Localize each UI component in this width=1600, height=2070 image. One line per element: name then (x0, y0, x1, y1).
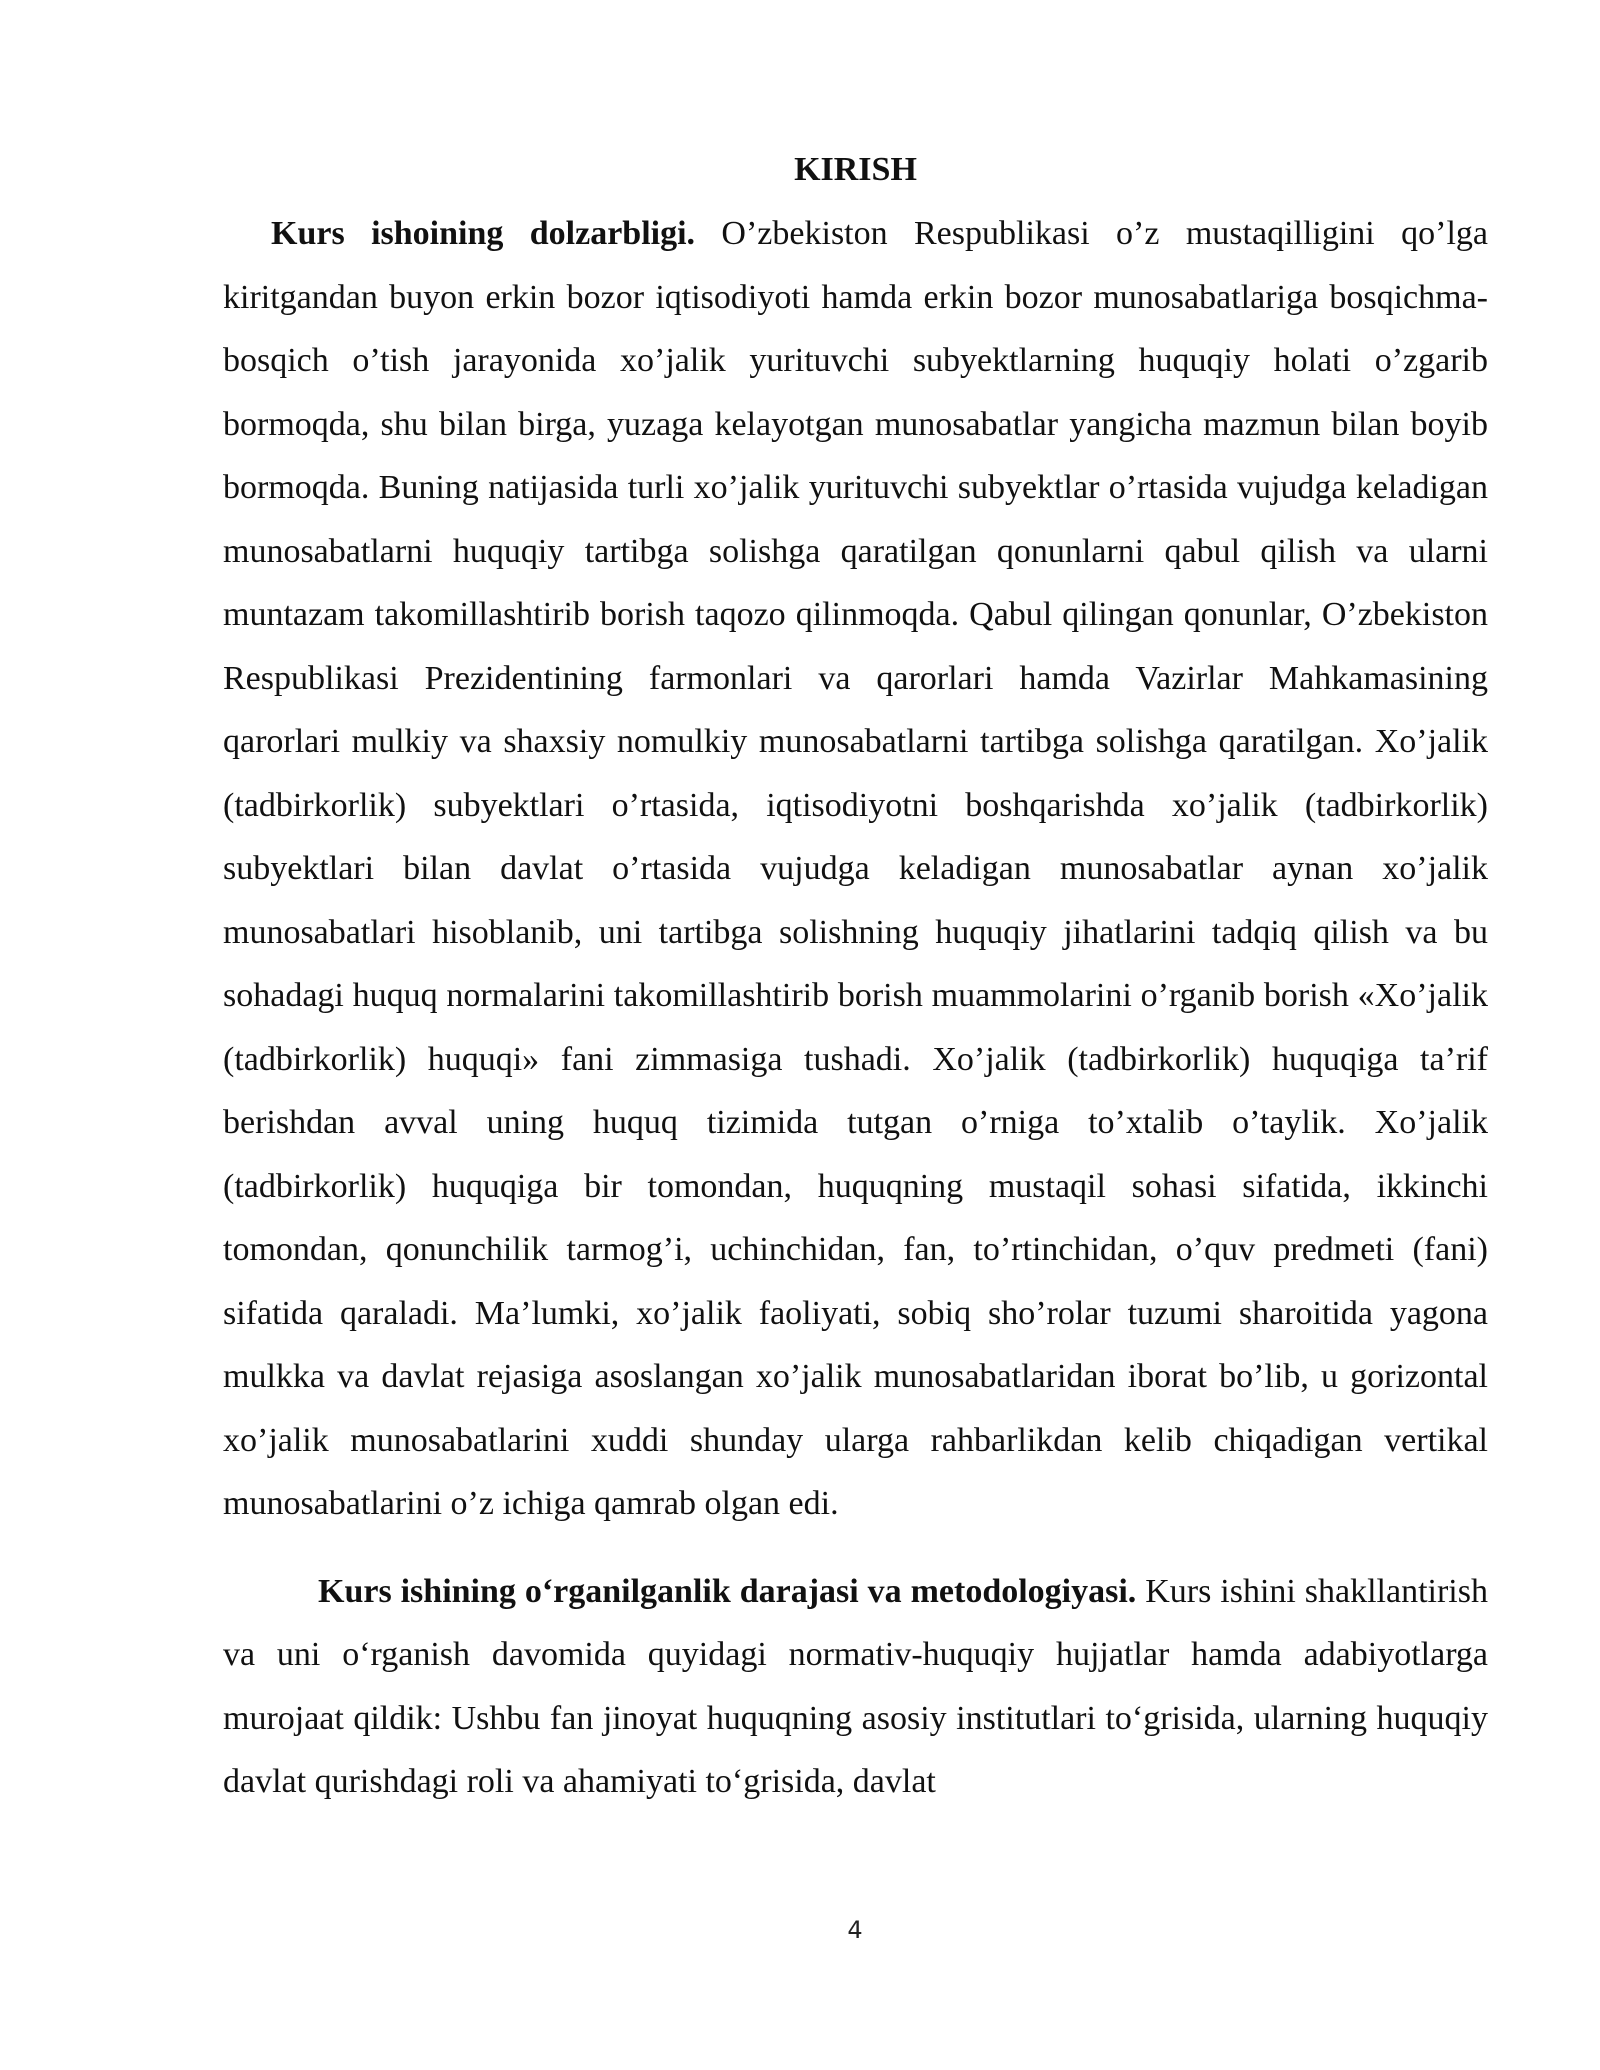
page-title: KIRISH (794, 151, 917, 188)
page-content (223, 150, 1488, 1814)
paragraph-lead: Kurs ishining o‘rganilganlik darajasi va metodologiyasi. (318, 1572, 1137, 1610)
page-number: 4 (847, 1916, 863, 1944)
paragraph-body: O’zbekiston Respublikasi o’z mustaqilligini qo’lga kiritgandan buyon erkin bozor iqtisodiyoti hamda erkin bozor munosabatlariga bosqichma-bosqich o’tish jarayonida xo’jalik yurituvchi subyektlarning huquqiy holati o’zgarib bormoqda, shu bilan birga, yuzaga kelayotgan munosabatlar yangicha mazmun bilan boyib bormoqda. Buning natijasida turli xo’jalik yurituvchi subyektlar o’rtasida vujudga keladigan munosabatlarni huquqiy tartibga solishga qaratilgan qonunlarni qabul qilish va ularni muntazam takomillashtirib borish taqozo qilinmoqda. Qabul qilingan qonunlar, O’zbekiston Respublikasi Prezidentining farmonlari va qarorlari hamda Vazirlar Mahkamasining qarorlari mulkiy va shaxsiy nomulkiy munosabatlarni tartibga solishga qaratilgan. Xo’jalik (tadbirkorlik) subyektlari o’rtasida, iqtisodiyotni boshqarishda xo’jalik (tadbirkorlik) subyektlari bilan davlat o’rtasida vujudga keladigan munosabatlar aynan xo’jalik munosabatlari hisoblanib, uni tartibga solishning huquqiy jihatlarini tadqiq qilish va bu sohadagi huquq normalarini takomillashtirib borish muammolarini o’rganib borish «Xo’jalik (tadbirkorlik) huquqi» fani zimmasiga tushadi. Xo’jalik (tadbirkorlik) huquqiga ta’rif berishdan avval uning huquq tizimida tutgan o’rniga to’xtalib o’taylik. Xo’jalik (tadbirkorlik) huquqiga bir tomondan, huquqning mustaqil sohasi sifatida, ikkinchi tomondan, qonunchilik tarmog’i, uchinchidan, fan, to’rtinchidan, o’quv predmeti (fani) sifatida qaraladi. Ma’lumki, xo’jalik faoliyati, sobiq sho’rolar tuzumi sharoitida yagona mulkka va davlat rejasiga asoslangan xo’jalik munosabatlaridan iborat bo’lib, u gorizontal xo’jalik munosabatlarini xuddi shunday ularga rahbarlikdan kelib chiqadigan vertikal munosabatlarini o’z ichiga qamrab olgan edi. (223, 215, 1488, 1522)
paragraph-relevance (223, 202, 1488, 1536)
paragraph-body: Kurs ishini shakllantirish va uni o‘rganish davomida quyidagi normativ-huquqiy hujjatlar hamda adabiyotlarga murojaat qildik: Ushbu fan jinoyat huquqning asosiy institutlari to‘grisida, ularning huquqiy davlat qurishdagi roli va ahamiyati to‘grisida, davlat (223, 1572, 1488, 1800)
paragraph-lead: Kurs ishoining dolzarbligi. (271, 215, 696, 252)
paragraph-methodology (223, 1560, 1488, 1814)
